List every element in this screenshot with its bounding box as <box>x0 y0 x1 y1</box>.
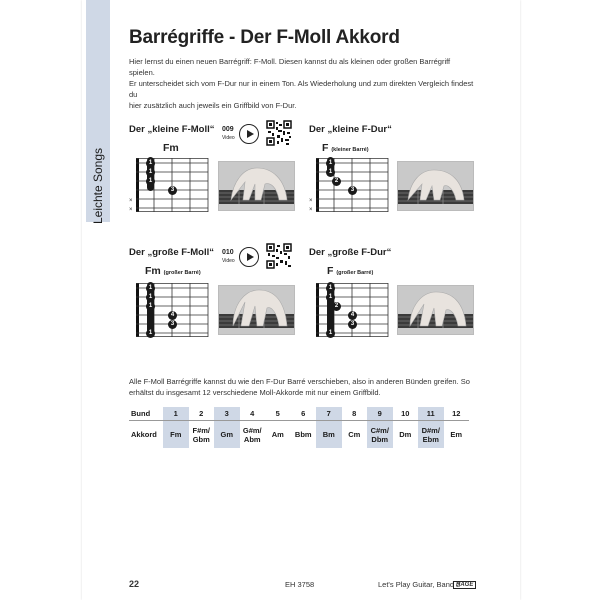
transpose-paragraph <box>129 376 475 398</box>
finger-dot: 1 <box>326 284 335 293</box>
muted-string-marker: × <box>129 207 133 213</box>
chord-note: (kleiner Barré) <box>331 147 369 153</box>
video-number: 010 <box>222 249 234 256</box>
paragraph-line: Alle F-Moll Barrégriffe kannst du wie den F-Dur Barré verschieben, also in anderen Bünden greifen. So <box>129 377 470 386</box>
finger-dot: 1 <box>146 168 155 177</box>
finger-dot: 4 <box>168 311 177 320</box>
fret-cell: 9 <box>367 407 393 421</box>
section-side-tab <box>86 0 110 225</box>
edition-code: EH 3758 <box>285 580 315 589</box>
intro-paragraph <box>129 56 474 111</box>
chord-cell-text: Abm <box>243 434 261 444</box>
chord-cell-text: Bm <box>322 430 335 439</box>
intro-line: Er unterscheidet sich vom F-Dur nur in einem Ton. Als Wiederholung und zum direkten Vergleich findest du <box>129 79 474 99</box>
chord-cell-text: Em <box>450 430 463 439</box>
fret-cell: 5 <box>265 407 291 421</box>
hand-photo <box>397 161 474 211</box>
finger-dot: 1 <box>146 302 155 311</box>
fret-cell: 8 <box>342 407 368 421</box>
video-number: 009 <box>222 126 234 133</box>
chord-cell-text: Ebm <box>422 434 439 444</box>
chord-note: (großer Barré) <box>336 270 374 276</box>
chord-cell-text: Gm <box>220 430 233 439</box>
muted-string-marker: × <box>309 207 313 213</box>
chord-cell <box>214 421 240 449</box>
chord-cell-text: G#m/ <box>242 425 262 435</box>
fret-cell: 7 <box>316 407 342 421</box>
chord-cell <box>316 421 342 449</box>
chord-row-header: Akkord <box>131 430 157 439</box>
chord-cell <box>444 421 470 449</box>
chord-cell-text: Cm <box>348 430 361 439</box>
big-minor-heading: Der „große F-Moll“ <box>129 247 214 258</box>
chord-name <box>145 265 201 277</box>
muted-string-marker: × <box>129 198 133 204</box>
finger-dot: 1 <box>326 293 335 302</box>
finger-dot: 1 <box>146 159 155 168</box>
chord-note: (großer Barré) <box>163 270 201 276</box>
fret-cell: 12 <box>444 407 470 421</box>
hand-photo <box>218 285 295 335</box>
qr-code-icon[interactable] <box>266 243 292 269</box>
chord-cell-text: Gbm <box>192 434 210 444</box>
chord-cell-text: C#m/ <box>370 425 389 435</box>
qr-code-icon[interactable] <box>266 120 292 146</box>
chord-cell-text: Dbm <box>371 434 389 444</box>
fret-cell: 2 <box>189 407 215 421</box>
chord-symbol: Fm <box>145 265 161 277</box>
chord-symbol: F <box>322 142 329 154</box>
page-number: 22 <box>129 579 140 589</box>
fret-cell: 3 <box>214 407 240 421</box>
finger-dot: 1 <box>326 168 335 177</box>
page-title: Barrégriffe - Der F-Moll Akkord <box>129 27 400 48</box>
play-video-icon[interactable] <box>239 124 259 144</box>
finger-dot: 3 <box>348 320 357 329</box>
chord-name <box>322 142 369 154</box>
finger-dot: 1 <box>146 177 155 186</box>
chord-cell-text: Dm <box>399 430 412 439</box>
chord-name: Fm <box>163 142 179 154</box>
fret-cell: 1 <box>163 407 189 421</box>
chord-cell <box>291 421 317 449</box>
chord-cell-text: D#m/ <box>421 425 440 435</box>
chord-cell <box>240 421 266 449</box>
finger-dot: 3 <box>168 320 177 329</box>
fret-cell: 6 <box>291 407 317 421</box>
hand-photo <box>218 161 295 211</box>
finger-dot: 3 <box>348 186 357 195</box>
finger-dot: 2 <box>332 302 341 311</box>
chord-cell-text: Am <box>271 430 284 439</box>
intro-line: hier zusätzlich auch jeweils ein Griffbild von F-Dur. <box>129 101 297 110</box>
fret-cell: 4 <box>240 407 266 421</box>
fret-row-header: Bund <box>129 407 163 421</box>
side-tab-label: Leichte Songs <box>91 147 105 225</box>
publisher-name: HAGE <box>453 581 476 589</box>
play-video-icon[interactable] <box>239 247 259 267</box>
chord-cell-text: Bbm <box>294 430 312 439</box>
small-minor-heading: Der „kleine F-Moll“ <box>129 124 215 135</box>
chord-cell <box>418 421 444 449</box>
finger-dot: 1 <box>326 159 335 168</box>
chord-cell <box>393 421 419 449</box>
video-caption: Video <box>222 135 235 141</box>
finger-dot: 4 <box>348 311 357 320</box>
fret-chord-table <box>129 407 469 448</box>
finger-dot: 1 <box>326 329 335 338</box>
chord-cell <box>265 421 291 449</box>
publisher-logo <box>453 579 476 588</box>
video-caption: Video <box>222 258 235 264</box>
fret-cell: 11 <box>418 407 444 421</box>
chord-cell <box>342 421 368 449</box>
chord-cell <box>189 421 215 449</box>
finger-dot: 3 <box>168 186 177 195</box>
fret-cell: 10 <box>393 407 419 421</box>
chord-name <box>327 265 373 277</box>
chord-cell-text: F#m/ <box>192 425 210 435</box>
finger-dot: 2 <box>332 177 341 186</box>
chord-cell <box>163 421 189 449</box>
chord-cell <box>367 421 393 449</box>
muted-string-marker: × <box>309 198 313 204</box>
book-series: Let's Play Guitar, Band 2 <box>378 580 461 589</box>
finger-dot: 1 <box>146 284 155 293</box>
paragraph-line: erhältst du insgesamt 12 verschiedene Moll-Akkorde mit nur einem Griffbild. <box>129 388 381 397</box>
chord-cell-text: Fm <box>170 430 182 439</box>
chord-symbol: F <box>327 265 334 277</box>
hand-photo <box>397 285 474 335</box>
chord-row <box>129 421 469 449</box>
small-major-heading: Der „kleine F-Dur“ <box>309 124 392 135</box>
finger-dot: 1 <box>146 329 155 338</box>
finger-dot: 1 <box>146 293 155 302</box>
intro-line: Hier lernst du einen neuen Barrégriff: F-Moll. Diesen kannst du als kleinen oder großen Barrégriff spielen. <box>129 57 451 77</box>
big-major-heading: Der „große F-Dur“ <box>309 247 392 258</box>
fret-row <box>129 407 469 421</box>
